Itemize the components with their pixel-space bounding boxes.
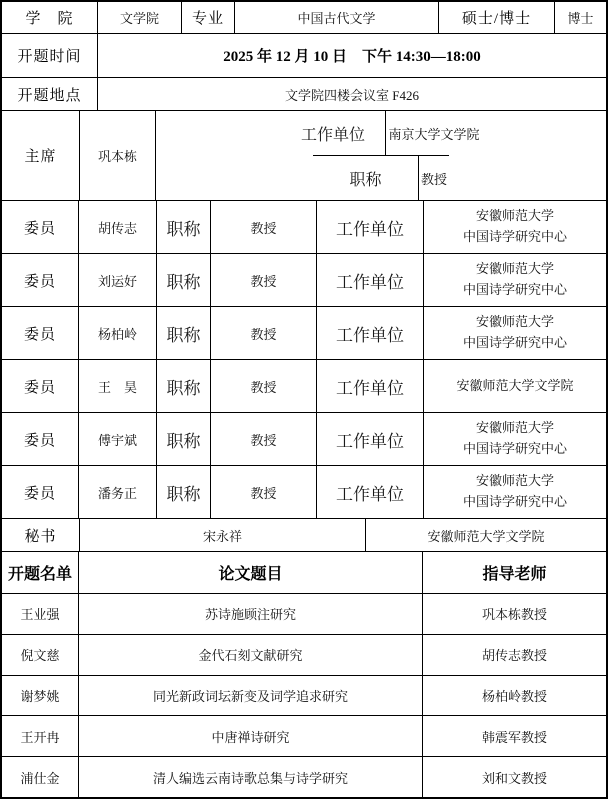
member-unit-value: 安徽师范大学 中国诗学研究中心 (423, 254, 606, 306)
chair-name: 巩本栋 (79, 111, 155, 200)
member-unit-label: 工作单位 (316, 307, 423, 359)
chair-role-label: 主席 (24, 149, 57, 165)
row-college-major-degree (2, 2, 606, 33)
member-title-label: 职称 (156, 413, 210, 465)
row-proposal-header (2, 551, 606, 593)
chair-unit-label: 工作单位 (300, 126, 365, 144)
row-member-6 (2, 465, 606, 518)
thesis-title: 苏诗施顾注研究 (78, 594, 422, 634)
member-unit-label: 工作单位 (316, 254, 423, 306)
secretary-role-label: 秘书 (24, 528, 57, 545)
member-name: 傅宇斌 (78, 413, 156, 465)
secretary-name: 宋永祥 (79, 519, 365, 551)
member-name: 刘运好 (78, 254, 156, 306)
member-role-label: 委员 (23, 220, 56, 237)
time-label: 开题时间 (17, 49, 82, 65)
chair-unit-row (280, 111, 481, 155)
member-name: 杨柏岭 (78, 307, 156, 359)
row-member-5 (2, 412, 606, 465)
chair-title-row (313, 155, 449, 200)
chair-detail-block (155, 111, 606, 200)
row-proposal-1 (2, 593, 606, 634)
member-title-label: 职称 (156, 201, 210, 253)
member-name: 王 昊 (78, 360, 156, 412)
member-role-label: 委员 (23, 379, 56, 396)
member-unit-value: 安徽师范大学 中国诗学研究中心 (423, 466, 606, 518)
secretary-unit: 安徽师范大学文学院 (365, 519, 606, 551)
member-unit-value: 安徽师范大学文学院 (423, 360, 606, 412)
student-name: 王开冉 (20, 729, 60, 745)
member-unit-label: 工作单位 (316, 466, 423, 518)
member-unit-value: 安徽师范大学 中国诗学研究中心 (423, 413, 606, 465)
thesis-title: 中唐禅诗研究 (78, 716, 422, 756)
member-title-value: 教授 (210, 466, 316, 518)
member-unit-label: 工作单位 (316, 201, 423, 253)
proposal-name-header: 开题名单 (7, 566, 72, 583)
member-title-label: 职称 (156, 360, 210, 412)
row-proposal-4 (2, 715, 606, 756)
member-unit-label: 工作单位 (316, 413, 423, 465)
proposal-thesis-header: 论文题目 (78, 552, 422, 593)
student-name: 浦仕金 (20, 770, 60, 786)
student-name: 倪文慈 (20, 648, 60, 664)
thesis-title: 金代石刻文献研究 (78, 635, 422, 675)
venue-label: 开题地点 (17, 87, 82, 104)
member-role-label: 委员 (23, 273, 56, 290)
member-title-value: 教授 (210, 413, 316, 465)
member-unit-label: 工作单位 (316, 360, 423, 412)
member-role-label: 委员 (23, 326, 56, 343)
chair-title-value: 教授 (418, 156, 449, 200)
member-title-value: 教授 (210, 307, 316, 359)
member-unit-value: 安徽师范大学 中国诗学研究中心 (423, 307, 606, 359)
venue-value: 文学院四楼会议室 F426 (97, 78, 606, 110)
member-title-value: 教授 (210, 360, 316, 412)
member-name: 胡传志 (78, 201, 156, 253)
advisor-name: 杨柏岭教授 (422, 676, 606, 716)
row-member-1 (2, 200, 606, 253)
member-role-label: 委员 (23, 432, 56, 449)
advisor-name: 巩本栋教授 (422, 594, 606, 634)
student-name: 王业强 (20, 607, 60, 623)
chair-title-label: 职称 (349, 171, 382, 189)
row-secretary (2, 518, 606, 551)
college-label: 学 院 (25, 11, 74, 27)
member-title-value: 教授 (210, 201, 316, 253)
member-unit-value: 安徽师范大学 中国诗学研究中心 (423, 201, 606, 253)
row-proposal-3 (2, 675, 606, 716)
member-title-label: 职称 (156, 307, 210, 359)
member-title-value: 教授 (210, 254, 316, 306)
thesis-title: 清人编选云南诗歌总集与诗学研究 (78, 757, 422, 797)
advisor-name: 刘和文教授 (422, 757, 606, 797)
row-defense-time (2, 33, 606, 77)
student-name: 谢梦姚 (20, 688, 60, 704)
degree-value: 博士 (554, 2, 606, 33)
proposal-advisor-header: 指导老师 (422, 552, 606, 593)
row-member-3 (2, 306, 606, 359)
time-value: 2025 年 12 月 10 日 下午 14:30—18:00 (97, 34, 606, 77)
major-label: 专业 (181, 2, 234, 33)
advisor-name: 韩震军教授 (422, 716, 606, 756)
member-title-label: 职称 (156, 254, 210, 306)
row-proposal-2 (2, 634, 606, 675)
member-title-label: 职称 (156, 466, 210, 518)
member-name: 潘务正 (78, 466, 156, 518)
row-proposal-5 (2, 756, 606, 797)
row-member-2 (2, 253, 606, 306)
major-value: 中国古代文学 (234, 2, 438, 33)
thesis-title: 同光新政词坛新变及词学追求研究 (78, 676, 422, 716)
chair-unit-value: 南京大学文学院 (385, 111, 481, 155)
degree-type-label: 硕士/博士 (438, 2, 554, 33)
member-role-label: 委员 (23, 485, 56, 502)
row-chair (2, 110, 606, 200)
row-defense-venue (2, 77, 606, 110)
college-value: 文学院 (97, 2, 181, 33)
advisor-name: 胡传志教授 (422, 635, 606, 675)
row-member-4 (2, 359, 606, 412)
